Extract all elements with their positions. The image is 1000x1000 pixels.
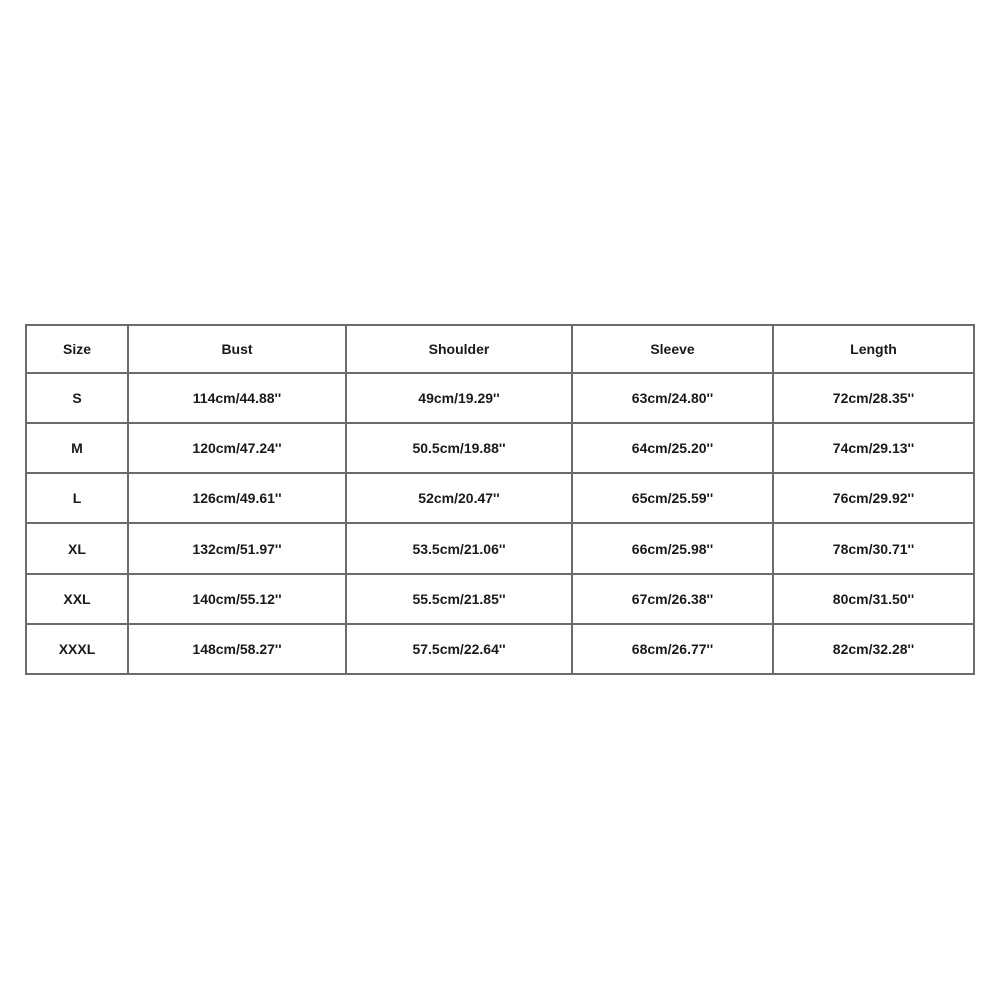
size-cell: S (26, 373, 128, 423)
sleeve-cell: 68cm/26.77'' (572, 624, 773, 674)
sleeve-cell: 66cm/25.98'' (572, 523, 773, 573)
size-cell: XL (26, 523, 128, 573)
shoulder-cell: 53.5cm/21.06'' (346, 523, 572, 573)
table-row (26, 523, 974, 573)
bust-cell: 114cm/44.88'' (128, 373, 346, 423)
sleeve-cell: 65cm/25.59'' (572, 473, 773, 523)
size-cell: XXXL (26, 624, 128, 674)
table-row (26, 624, 974, 674)
table-row (26, 574, 974, 624)
header-length: Length (773, 325, 974, 373)
length-cell: 72cm/28.35'' (773, 373, 974, 423)
shoulder-cell: 49cm/19.29'' (346, 373, 572, 423)
bust-cell: 132cm/51.97'' (128, 523, 346, 573)
table-row (26, 373, 974, 423)
bust-cell: 126cm/49.61'' (128, 473, 346, 523)
shoulder-cell: 50.5cm/19.88'' (346, 423, 572, 473)
sleeve-cell: 64cm/25.20'' (572, 423, 773, 473)
sleeve-cell: 63cm/24.80'' (572, 373, 773, 423)
length-cell: 82cm/32.28'' (773, 624, 974, 674)
bust-cell: 148cm/58.27'' (128, 624, 346, 674)
size-chart-table (25, 324, 975, 675)
table-row (26, 423, 974, 473)
size-cell: L (26, 473, 128, 523)
header-sleeve: Sleeve (572, 325, 773, 373)
shoulder-cell: 52cm/20.47'' (346, 473, 572, 523)
size-cell: XXL (26, 574, 128, 624)
header-size: Size (26, 325, 128, 373)
shoulder-cell: 55.5cm/21.85'' (346, 574, 572, 624)
table-row (26, 473, 974, 523)
length-cell: 78cm/30.71'' (773, 523, 974, 573)
length-cell: 76cm/29.92'' (773, 473, 974, 523)
size-cell: M (26, 423, 128, 473)
header-bust: Bust (128, 325, 346, 373)
length-cell: 80cm/31.50'' (773, 574, 974, 624)
sleeve-cell: 67cm/26.38'' (572, 574, 773, 624)
shoulder-cell: 57.5cm/22.64'' (346, 624, 572, 674)
length-cell: 74cm/29.13'' (773, 423, 974, 473)
bust-cell: 140cm/55.12'' (128, 574, 346, 624)
header-shoulder: Shoulder (346, 325, 572, 373)
header-row (26, 325, 974, 373)
bust-cell: 120cm/47.24'' (128, 423, 346, 473)
